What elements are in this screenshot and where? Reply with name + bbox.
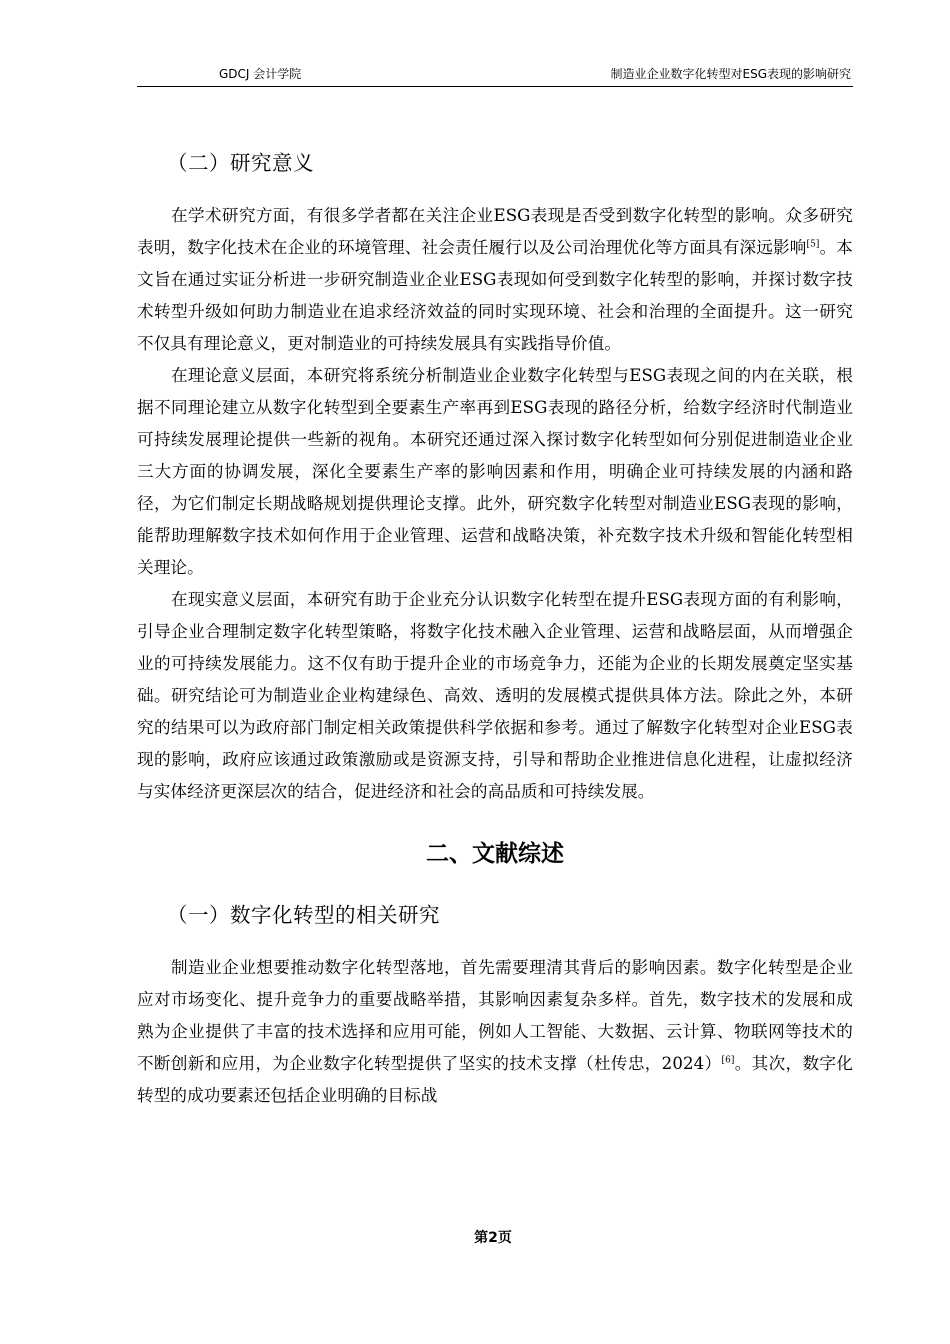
section-heading-digital-transformation: （一）数字化转型的相关研究 xyxy=(167,903,440,927)
paragraph-practical: 在现实意义层面，本研究有助于企业充分认识数字化转型在提升ESG表现方面的有利影响，引导企业合理制定数字化转型策略，将数字化技术融入企业管理、运营和战略层面，从而增强企业的可持续发展能力。这不仅有助于提升企业的市场竞争力，还能为企业的长期发展奠定坚实基础。研究结论可为制造业企业构建绿色、高效、透明的发展模式提供具体方法。除此之外，本研究的结果可以为政府部门制定相关政策提供科学依据和参考。通过了解数字化转型对企业ESG表现的影响，政府应该通过政策激励或是资源支持，引导和帮助企业推进信息化进程，让虚拟经济与实体经济更深层次的结合，促进经济和社会的高品质和可持续发展。 xyxy=(137,590,853,801)
chapter-heading-literature-review: 二、文献综述 xyxy=(426,841,564,867)
header-right-title: 制造业企业数字化转型对ESG表现的影响研究 xyxy=(610,67,851,81)
paragraph-text: 在学术研究方面，有很多学者都在关注企业ESG表现是否受到数字化转型的影响。众多研究表明，数字化技术在企业的环境管理、社会责任履行以及公司治理优化等方面具有深远影响 xyxy=(137,206,853,257)
page-header xyxy=(137,64,853,87)
page-content xyxy=(137,142,853,1112)
section-heading-significance: （二）研究意义 xyxy=(167,151,314,175)
citation-5: [5] xyxy=(806,239,820,250)
page-number: 第2页 xyxy=(474,1230,512,1246)
paragraph-review-factors xyxy=(137,952,853,1112)
paragraph-theoretical: 在理论意义层面，本研究将系统分析制造业企业数字化转型与ESG表现之间的内在关联，根据不同理论建立从数字化转型到全要素生产率再到ESG表现的路径分析，给数字经济时代制造业可持续发展理论提供一些新的视角。本研究还通过深入探讨数字化转型如何分别促进制造业企业三大方面的协调发展，深化全要素生产率的影响因素和作用，明确企业可持续发展的内涵和路径，为它们制定长期战略规划提供理论支撑。此外，研究数字化转型对制造业ESG表现的影响，能帮助理解数字技术如何作用于企业管理、运营和战略决策，补充数字技术升级和智能化转型相关理论。 xyxy=(137,366,853,577)
paragraph-academic xyxy=(137,200,853,360)
paragraph-text: 。本文旨在通过实证分析进一步研究制造业企业ESG表现如何受到数字化转型的影响，并探讨数字技术转型升级如何助力制造业在追求经济效益的同时实现环境、社会和治理的全面提升。这一研究不仅具有理论意义，更对制造业的可持续发展具有实践指导价值。 xyxy=(137,238,854,353)
paragraph-text: 制造业企业想要推动数字化转型落地，首先需要理清其背后的影响因素。数字化转型是企业应对市场变化、提升竞争力的重要战略举措，其影响因素复杂多样。首先，数字技术的发展和成熟为企业提供了丰富的技术选择和应用可能，例如人工智能、大数据、云计算、物联网等技术的不断创新和应用，为企业数字化转型提供了坚实的技术支撑（杜传忠，2024） xyxy=(137,958,853,1073)
header-left-text: GDCJ 会计学院 xyxy=(219,67,302,81)
citation-6: [6] xyxy=(721,1055,735,1066)
paragraph-text: 。其次，数字化转型的成功要素还包括企业明确的目标战 xyxy=(137,1054,854,1105)
